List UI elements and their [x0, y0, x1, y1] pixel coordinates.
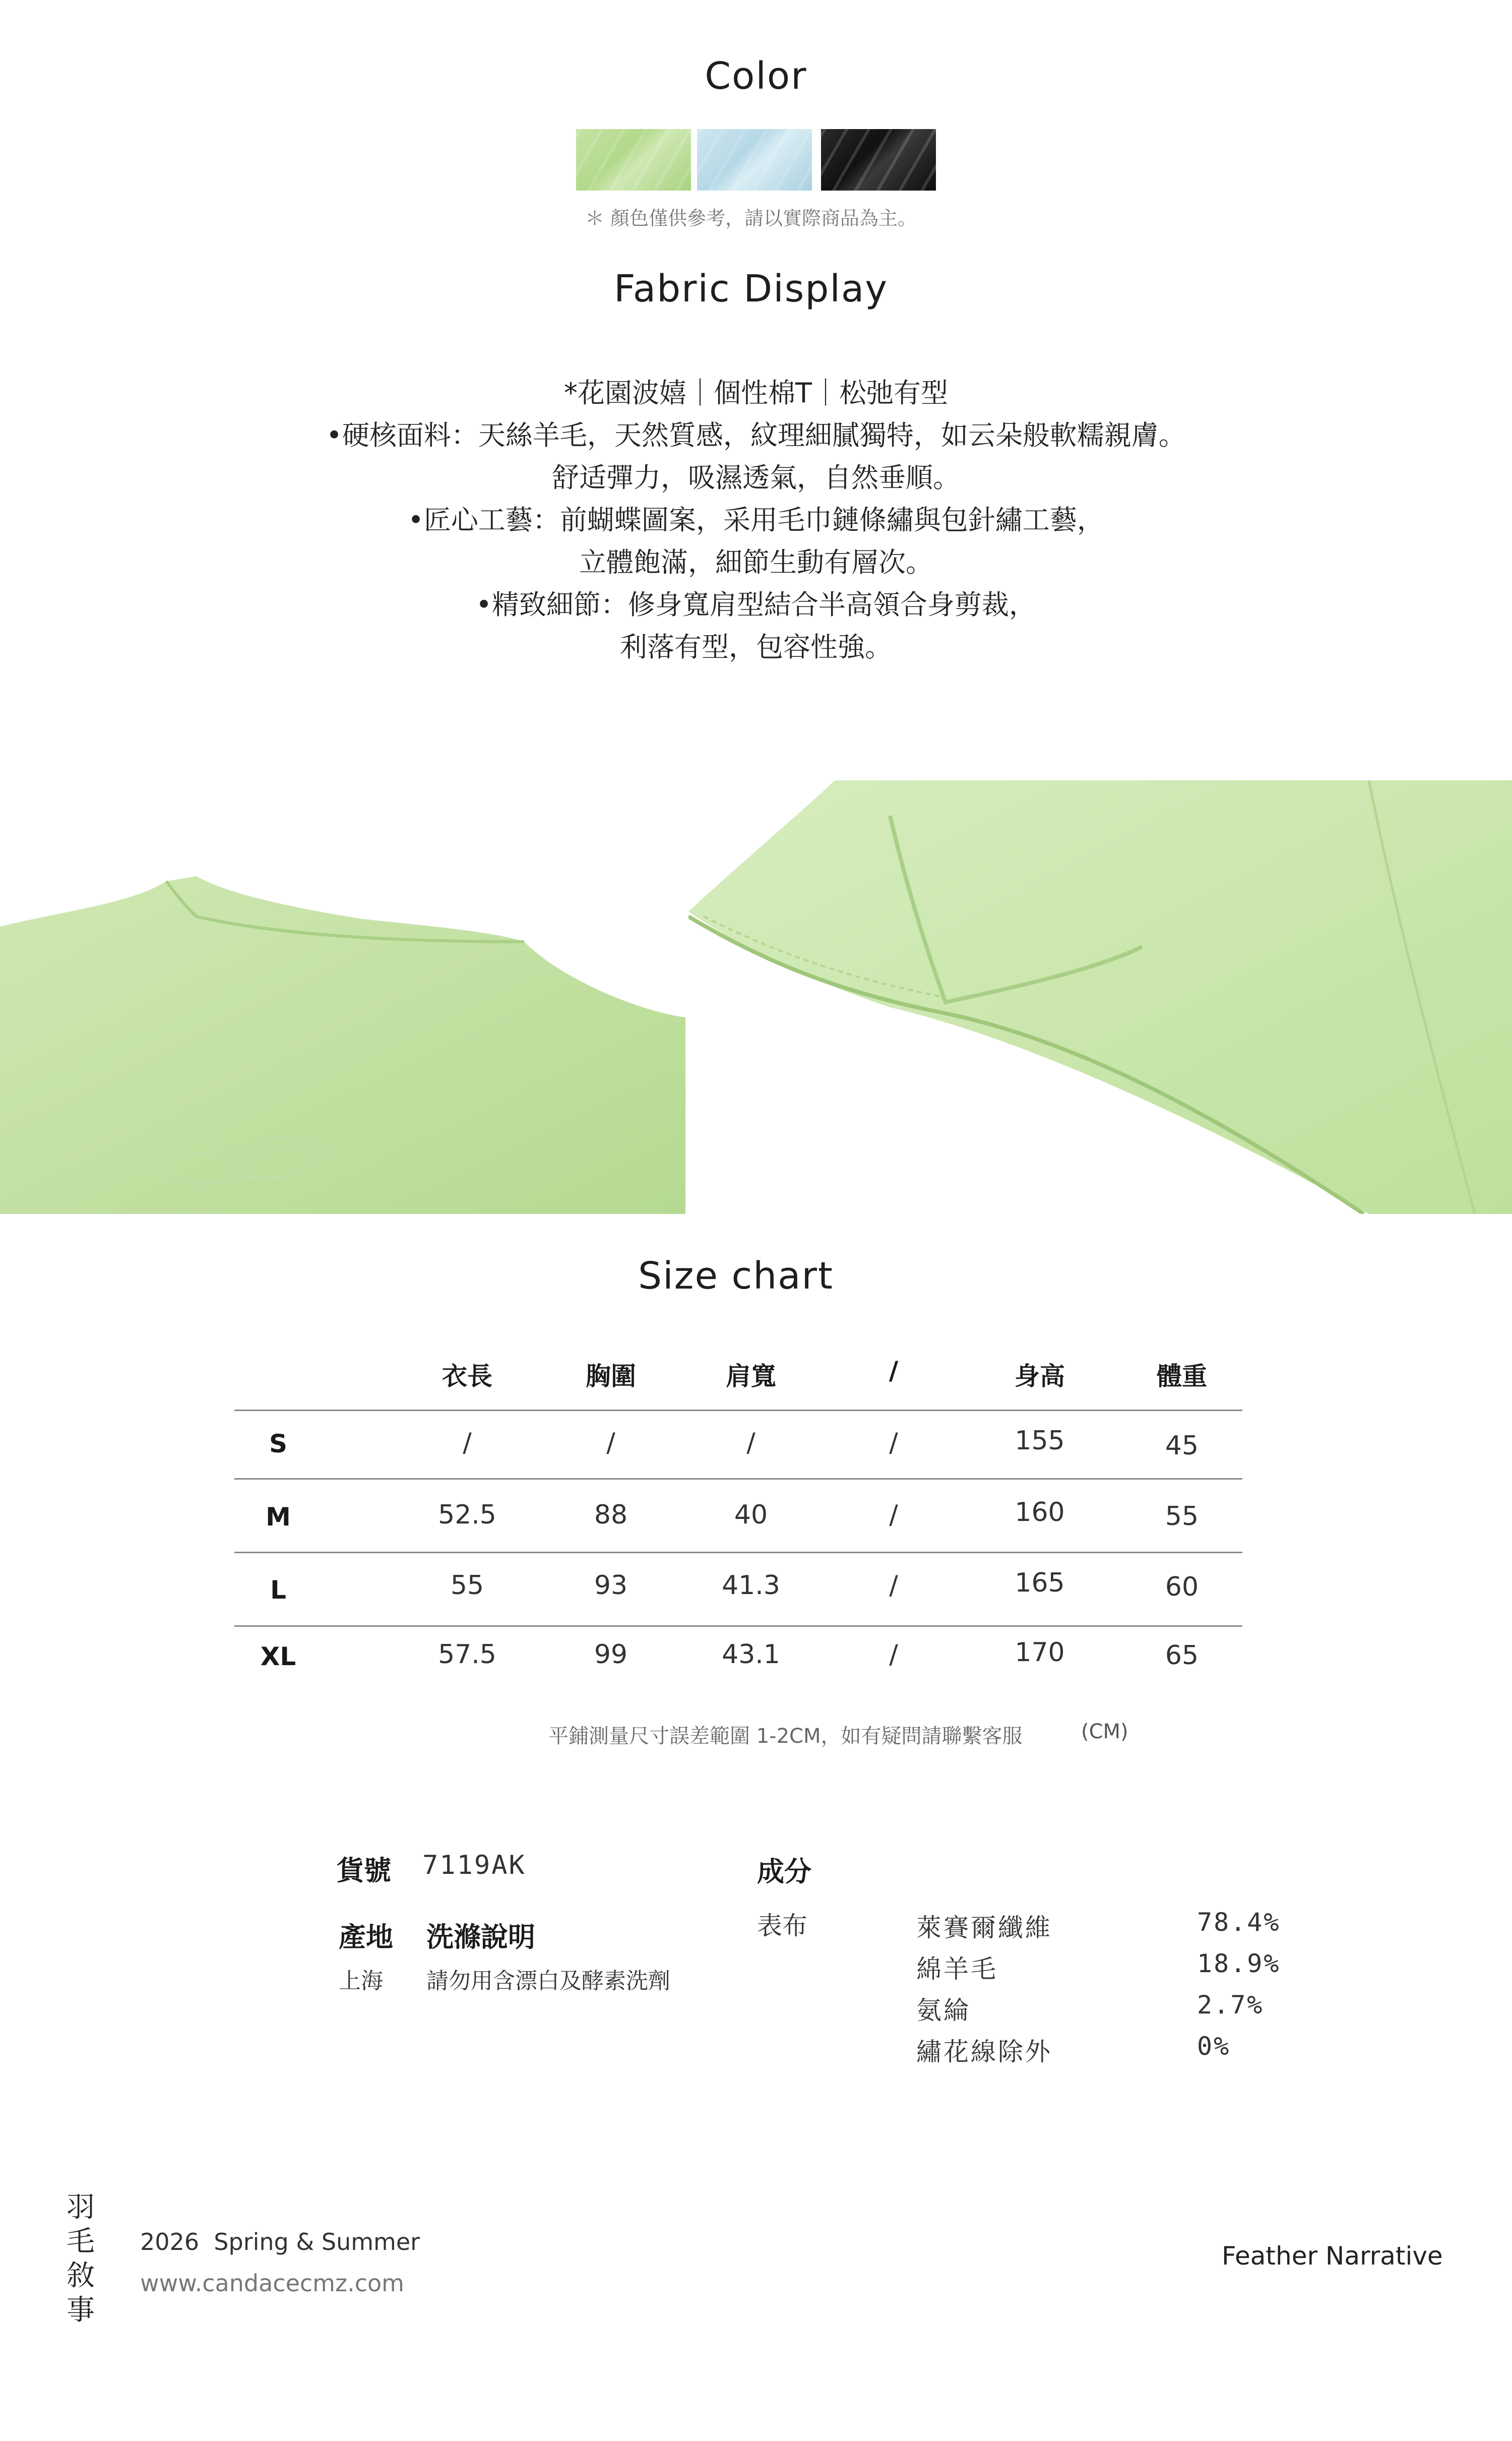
material-name: 萊賽爾纖維	[916, 1913, 1052, 1942]
table-cell: 43.1	[722, 1639, 780, 1670]
origin-label: 產地	[339, 1921, 393, 1953]
table-cell: 65	[1165, 1640, 1199, 1671]
color-disclaimer: ＊ 顏色僅供參考，請以實際商品為主。	[585, 207, 917, 229]
composition-label: 成分	[757, 1856, 811, 1887]
material-name: 繡花線除外	[916, 2037, 1052, 2066]
hem-detail-photo	[688, 780, 1512, 1214]
material-name: 綿羊毛	[916, 1955, 998, 1984]
header-weight: 體重	[1157, 1362, 1207, 1391]
wash-value: 請勿用含漂白及酵素洗劑	[426, 1968, 670, 1994]
size-chart-title: Size chart	[638, 1254, 834, 1298]
table-cell: 93	[594, 1570, 628, 1601]
table-cell: 52.5	[438, 1500, 496, 1530]
size-label: XL	[260, 1642, 296, 1671]
wash-label: 洗滌說明	[426, 1921, 535, 1953]
fabric-line: •匠心工藝：前蝴蝶圖案，采用毛巾鏈條繡與包針繡工藝，	[408, 504, 1104, 536]
fabric-title: Fabric Display	[613, 267, 889, 311]
fabric-line: •硬核面料：天絲羊毛，天然質感，紋理細膩獨特，如云朵般軟糯親膚。	[326, 419, 1186, 451]
fabric-line: 立體飽滿，細節生動有層次。	[579, 546, 933, 578]
item-no-value: 7119AK	[422, 1850, 526, 1880]
collar-detail-photo	[0, 780, 685, 1214]
material-pct: 0%	[1197, 2032, 1231, 2061]
table-cell: /	[889, 1500, 898, 1530]
header-chest: 胸圍	[586, 1362, 636, 1391]
green-swatch[interactable]	[576, 129, 691, 191]
header-length: 衣長	[442, 1362, 492, 1391]
table-cell: 55	[1165, 1501, 1199, 1532]
unit-label: (CM)	[1081, 1720, 1128, 1743]
table-cell: /	[889, 1428, 898, 1458]
light-blue-swatch[interactable]	[697, 129, 812, 191]
fabric-line: 利落有型，包容性強。	[620, 631, 892, 663]
measurement-note: 平鋪測量尺寸誤差範圍 1-2CM，如有疑問請聯繫客服	[548, 1725, 1023, 1748]
fabric-part-label: 表布	[757, 1911, 807, 1940]
table-cell: /	[889, 1570, 898, 1601]
fabric-description	[0, 372, 1512, 668]
brand-name-en: Feather Narrative	[1222, 2241, 1443, 2271]
table-cell: 40	[734, 1500, 768, 1530]
table-cell: /	[746, 1428, 755, 1458]
material-name: 氨綸	[916, 1996, 971, 2025]
table-cell: 41.3	[722, 1570, 780, 1601]
table-cell: 57.5	[438, 1639, 496, 1670]
origin-value: 上海	[339, 1968, 383, 1994]
table-cell: 45	[1165, 1431, 1199, 1461]
material-pct: 18.9%	[1197, 1949, 1281, 1978]
size-label: M	[266, 1502, 291, 1532]
table-divider	[234, 1410, 1242, 1411]
fabric-line: 舒适彈力，吸濕透氣，自然垂順。	[552, 462, 960, 494]
table-cell: /	[463, 1428, 472, 1458]
header-slash: /	[889, 1356, 899, 1385]
table-divider	[234, 1625, 1242, 1627]
material-pct: 2.7%	[1197, 1990, 1264, 2020]
table-cell: /	[889, 1639, 898, 1670]
fabric-line: •精致細節：修身寬肩型結合半高領合身剪裁，	[476, 589, 1036, 621]
table-cell: 88	[594, 1500, 628, 1530]
website-link[interactable]: www.candacecmz.com	[140, 2270, 404, 2297]
item-no-label: 貨號	[337, 1855, 391, 1886]
hem-illustration	[688, 780, 1512, 1214]
black-swatch[interactable]	[821, 129, 936, 191]
table-cell: 55	[450, 1570, 484, 1601]
material-pct: 78.4%	[1197, 1908, 1281, 1937]
brand-char: 敘	[67, 2260, 95, 2292]
collar-illustration	[0, 780, 685, 1214]
table-cell: 165	[1015, 1568, 1065, 1598]
brand-char: 事	[67, 2294, 95, 2327]
table-divider	[234, 1552, 1242, 1553]
size-label: L	[270, 1575, 286, 1605]
season-label: 2026 Spring & Summer	[140, 2228, 420, 2255]
brand-vertical-logo	[66, 2190, 96, 2328]
brand-char: 毛	[67, 2225, 95, 2258]
table-divider	[234, 1478, 1242, 1480]
header-shoulder: 肩寬	[726, 1362, 776, 1391]
table-cell: /	[606, 1428, 615, 1458]
table-cell: 170	[1015, 1637, 1065, 1668]
brand-char: 羽	[67, 2191, 95, 2224]
color-title: Color	[705, 54, 807, 98]
table-cell: 60	[1165, 1572, 1199, 1602]
fabric-line: *花園波嬉｜個性棉T｜松弛有型	[564, 377, 948, 409]
table-cell: 160	[1015, 1497, 1065, 1528]
size-label: S	[269, 1429, 287, 1458]
table-cell: 99	[594, 1639, 628, 1670]
header-height: 身高	[1015, 1362, 1065, 1391]
table-cell: 155	[1015, 1426, 1065, 1456]
